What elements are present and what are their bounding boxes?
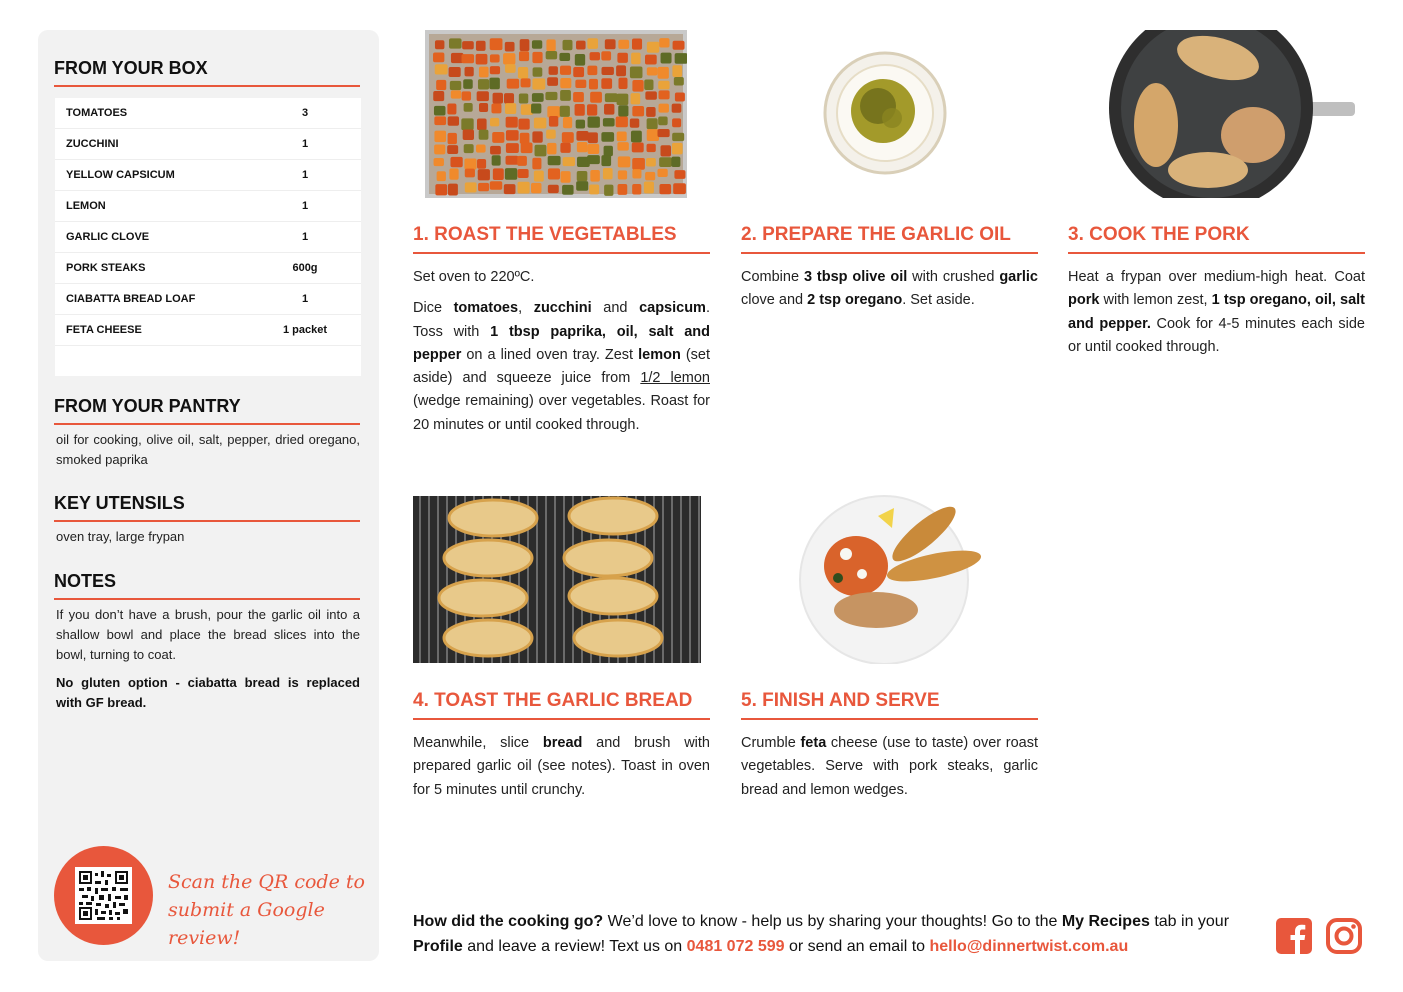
ingredient-name: YELLOW CAPSICUM xyxy=(66,169,175,181)
ingredient-qty: 600g xyxy=(292,262,318,274)
review-footer: How did the cooking go? We’d love to know - help us by sharing your thoughts! Go to the My Recipes tab in your Profile and leave a review! Text us on 0481 072 599 or send an email to hello@dinnertwist.com.au xyxy=(413,913,1230,955)
facebook-icon[interactable] xyxy=(1276,918,1312,954)
qr-code[interactable] xyxy=(75,867,132,924)
qr-caption xyxy=(168,868,379,952)
pantry-text: oil for cooking, olive oil, salt, pepper, dried oregano, smoked paprika xyxy=(56,432,360,467)
ingredient-name: PORK STEAKS xyxy=(66,262,146,274)
ingredient-qty: 1 xyxy=(301,231,309,243)
ingredients-table xyxy=(55,98,361,376)
step3-text: Heat a frypan over medium-high heat. Coat pork with lemon zest, 1 tsp oregano, oil, salt and pepper. Cook for 4-5 minutes each side or until cooked through. xyxy=(1068,269,1365,355)
instagram-icon[interactable] xyxy=(1326,918,1362,954)
email-link[interactable]: hello@dinnertwist.com.au xyxy=(929,938,1129,955)
ingredient-name: ZUCCHINI xyxy=(66,138,119,150)
ingredient-qty: 1 xyxy=(301,200,309,212)
ingredient-row xyxy=(55,98,361,129)
step2-heading: 2. PREPARE THE GARLIC OIL xyxy=(741,224,1038,254)
step1-oven: Set oven to 220ºC. xyxy=(413,269,535,285)
garlic-bread-tray-image xyxy=(413,496,701,663)
ingredient-row xyxy=(55,129,361,160)
notes-text: If you don’t have a brush, pour the garlic oil into a shallow bowl and place the bread slices into the bowl, turning to coat. xyxy=(56,607,360,662)
plated-meal-image xyxy=(796,494,986,664)
notes-heading: NOTES xyxy=(54,571,360,600)
step1-text xyxy=(413,266,710,445)
step4-text: Meanwhile, slice bread and brush with prepared garlic oil (see notes). Toast in oven for 5 minutes until crunchy. xyxy=(413,735,710,798)
ingredient-row xyxy=(55,222,361,253)
step1-instructions: Dice tomatoes, zucchini and capsicum. Toss with 1 tbsp paprika, oil, salt and pepper on a lined oven tray. Zest lemon (set aside) and squeeze juice from 1/2 lemon (wedge remaining) over vegetables. Roast for 20 minutes or until cooked through. xyxy=(413,300,711,433)
from-your-box-heading: FROM YOUR BOX xyxy=(54,58,360,87)
qr-caption-line2: submit a Google review! xyxy=(168,899,325,949)
from-your-pantry-heading: FROM YOUR PANTRY xyxy=(54,396,360,425)
qr-caption-line1: Scan the QR code to xyxy=(168,871,365,893)
ingredient-row xyxy=(55,253,361,284)
step4-heading: 4. TOAST THE GARLIC BREAD xyxy=(413,690,710,720)
step3-heading: 3. COOK THE PORK xyxy=(1068,224,1365,254)
ingredient-name: FETA CHEESE xyxy=(66,324,142,336)
qr-badge xyxy=(54,846,153,945)
ingredient-qty: 1 xyxy=(301,138,309,150)
notes-gluten-text: No gluten option - ciabatta bread is replaced with GF bread. xyxy=(56,675,360,710)
ingredient-qty: 1 xyxy=(301,293,309,305)
step5-heading: 5. FINISH AND SERVE xyxy=(741,690,1038,720)
ingredient-row xyxy=(55,315,361,346)
step1-heading: 1. ROAST THE VEGETABLES xyxy=(413,224,710,254)
ingredient-row xyxy=(55,191,361,222)
ingredient-qty: 1 packet xyxy=(282,324,328,336)
key-utensils-heading: KEY UTENSILS xyxy=(54,493,360,522)
ingredient-row xyxy=(55,284,361,315)
garlic-oil-bowl-image xyxy=(820,48,950,178)
ingredient-name: LEMON xyxy=(66,200,106,212)
sidebar xyxy=(38,30,379,961)
utensils-text: oven tray, large frypan xyxy=(56,529,185,544)
ingredient-qty: 1 xyxy=(301,169,309,181)
ingredient-name: CIABATTA BREAD LOAF xyxy=(66,293,196,305)
qr-code-icon xyxy=(79,871,128,920)
ingredient-qty: 3 xyxy=(301,107,309,119)
phone-link[interactable]: 0481 072 599 xyxy=(686,938,785,955)
step5-text: Crumble feta cheese (use to taste) over roast vegetables. Serve with pork steaks, garlic bread and lemon wedges. xyxy=(741,735,1039,798)
pork-frypan-image xyxy=(1108,30,1358,198)
roasted-vegetables-image xyxy=(425,30,687,198)
ingredient-row xyxy=(55,160,361,191)
ingredient-name: GARLIC CLOVE xyxy=(66,231,150,243)
ingredient-name: TOMATOES xyxy=(66,107,128,119)
step2-text: Combine 3 tbsp olive oil with crushed garlic clove and 2 tsp oregano. Set aside. xyxy=(741,269,1038,309)
